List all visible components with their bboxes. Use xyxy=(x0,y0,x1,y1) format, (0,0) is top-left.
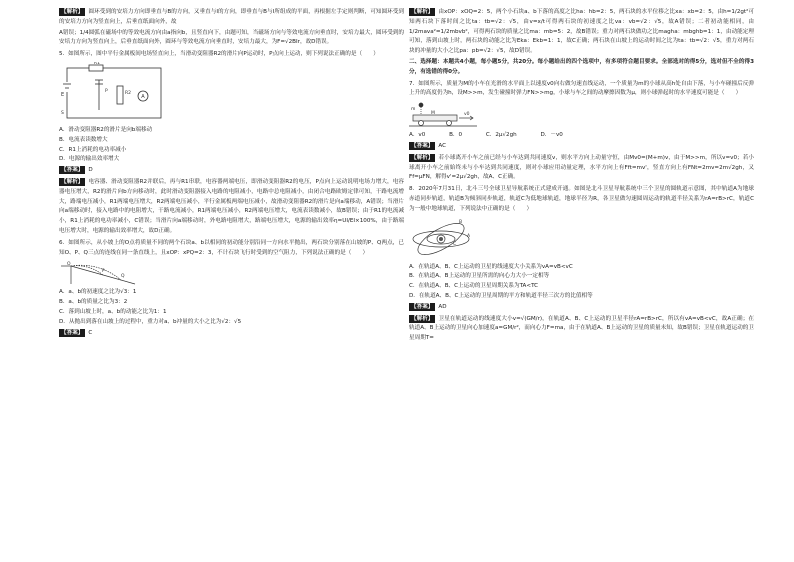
q6-stem: 6．如图所示，从小坡上的O点将质量不同的两个石块a、b以相同的初动能分别沿同一方向水平抛出，两石块分别落在山坡的P、Q两点，已知O、P、Q三点的连线在同一条直线上，且xOP：xPQ=2：3，不计石块飞行时受到的空气阻力，下列说法正确的是（ ） xyxy=(59,239,404,256)
answer-value: D xyxy=(88,167,93,174)
answer-value: C xyxy=(88,329,93,336)
svg-text:m: m xyxy=(411,107,416,113)
svg-text:B: B xyxy=(459,219,463,225)
svg-text:R2: R2 xyxy=(125,90,131,96)
q7-cart-figure xyxy=(409,101,479,129)
answer-tag: 【答案】 xyxy=(411,303,434,310)
q5-option-a: A．滑动变阻器R2的滑片是向b端移动 xyxy=(59,126,153,133)
svg-text:P: P xyxy=(102,269,105,275)
q8-stem: 8．2020年7月31日，北斗三号全球卫星导航系统正式建成开通。如图是北斗卫星导航系统中三个卫星的圆轨道示意图，其中轨道A为地球赤道同步轨道，轨道B为倾斜同步轨道，轨道C为低地球轨道，地球半径为R，各卫星做匀速圆周运动的轨道半径关系为rA=rB>rC，轨道C为一般中地球轨道，下列说法中正确的是（ ） xyxy=(409,186,754,212)
svg-text:O: O xyxy=(67,262,71,268)
q8-option-a: A．在轨道A、B、C上运动的卫星的线速度大小关系为vA=vB<vC xyxy=(409,263,573,270)
answer-tag: 【答案】 xyxy=(61,167,84,174)
jiexi-text: 卫星在轨道运动的线速度大小v=√(GM/r)，在轨道A、B、C上运动的卫星半径rA=rB>rC，所以有vA=vB<vC，故A正确；在轨道A、B上运动的卫星向心加速度a=GM/r²，而向心力F=ma，由于在轨道A、B上运动的卫星的质量未知，故B错误；卫星在轨道运动的卫星周期T= xyxy=(409,315,754,342)
q6-option-b: B．a、b的质量之比为3：2 xyxy=(59,299,128,306)
jiexi-paragraph-1 xyxy=(59,8,404,28)
jiexi-text: 电容器、滑动变阻器R2并联后，再与R1串联，电容器两端电压，即滑动变阻器R2的电压，P点向上运动说明电场力增大，电容器电压增大，R2的滑片向b方向移动时，此时滑动变阻器接入电路的电阻减小，电路中总电阻减小，由闭合电路欧姆定律可知，干路电流增大，路端电压减小，R1两端电压增大，R2两端电压减小，平行金属板两端电压减小，故滑动变阻器R2的滑片是向a端移动，A错误；当滑片向a端移动时，接入电路中的电阻增大，干路电流减小，R1两端电压减小，R2两端电压增大，电流表读数减小，故B错误；由于R1的电流减小，R1上消耗的电功率减小，C错误；当滑片向a端移动时，外电路电阻增大，路端电压增大，电源的输出效率η=UI/EI×100%，由于路端电压增大时，电源的输出效率增大，故D正确。 xyxy=(59,178,404,234)
answer-tag: 【答案】 xyxy=(411,142,434,149)
right-jiexi-1 xyxy=(409,8,754,57)
svg-text:A: A xyxy=(467,233,471,239)
q7-answer xyxy=(409,142,754,152)
q6-options xyxy=(59,288,404,327)
jiexi-text: 圆环受到的安培力方向即垂直与B的方向，又垂直与I的方向，即垂直与B与I所组成的平面，再根据左手定则判断，可知圆环受到的安培力方向为竖直向上，后垂直纸面向外，故 xyxy=(59,9,404,25)
q8-answer xyxy=(409,303,754,313)
right-column xyxy=(409,8,754,345)
q8-options xyxy=(409,263,754,302)
ammeter-label: A xyxy=(141,93,145,100)
q8-option-d: D．在轨道A、B、C上运动的卫星周期的平方和轨道半径三次方的比值相等 xyxy=(409,292,593,299)
svg-text:P: P xyxy=(105,88,108,94)
q7-jiexi xyxy=(409,154,754,183)
q5-stem: 5．如图所示，图中平行金属板间电场竖直向上，当滑动变阻器R2的滑片向P运动时，P点向上运动，则下列说法正确的是（ ） xyxy=(59,51,379,58)
svg-text:S: S xyxy=(61,110,64,116)
q7-option-a: A．v0 xyxy=(409,132,426,139)
svg-text:R1: R1 xyxy=(94,61,100,66)
q5-options xyxy=(59,126,404,165)
q8-option-c: C．在轨道A、B、C上运动的卫星周期关系为TA<TC xyxy=(409,283,539,290)
q5-option-d: D．电源的输出效率增大 xyxy=(59,156,120,163)
q7-option-c: C．2μ√2gh xyxy=(485,132,517,139)
svg-text:C: C xyxy=(453,241,457,247)
answer-tag: 【答案】 xyxy=(61,329,84,336)
q8-jiexi xyxy=(409,315,754,344)
jiexi-text: 若小球离开小车之前已经与小车达到共同速度v，则水平方向上动量守恒，由Mv0=(M+m)v，由于M>>m，所以v=v0；若小球离开小车之前始终未与小车达到共同速度，则对小球应用动量定理，水平方向上有Fft=mv'，竖直方向上有FNt=2mv=2m√2gh，又Ff=μFN，解得v'=2μ√2gh，故A、C正确。 xyxy=(409,154,754,181)
svg-text:v0: v0 xyxy=(464,112,470,118)
jiexi-paragraph-1b: A错误；1/4圆弧在磁场中的等效电流方向由a指向b，且竖直向下，由题可知，当磁场方向与等效电流方向垂直时，安培力最大，圆环受到的安培力方向为竖直向上，后垂直纸面向外，圆环与等效电流方向垂直时，安培力最大，为F=√2BIr，故D错误。 xyxy=(59,29,404,46)
svg-text:M: M xyxy=(431,111,435,117)
jiexi-tag: 【解析】 xyxy=(411,315,434,322)
q8-option-b: B．在轨道A、B上运动的卫星所需的向心力大小一定相等 xyxy=(409,273,550,280)
q5-option-c: C．R1上消耗的电功率减小 xyxy=(59,146,127,153)
q5-answer xyxy=(59,166,404,176)
q7-option-b: B．0 xyxy=(449,132,463,139)
left-column xyxy=(59,8,404,340)
svg-text:Q: Q xyxy=(121,274,125,280)
q5-circuit-figure xyxy=(59,62,169,124)
q8-orbit-figure xyxy=(409,217,473,261)
jiexi-tag: 【解析】 xyxy=(61,9,84,15)
q6-option-d: D．从抛出到落在山坡上的过程中，重力对a、b冲量的大小之比为√2：√5 xyxy=(59,318,242,325)
jiexi-text: 由xOP：xOQ=2：5，两个小石块a、b下落的高度之比ha：hb=2：5，两石块的水平位移之比xa：xb=2：5，由h=1/2gt²可知两石块下落时间之比ta：tb=√2：√5，由v=x/t可得两石块的初速度之比va：vb=√2：√5，故A错误；二者初动能相同，由1/2mava²=1/2mbvb²，可得两石块的质量之比ma：mb=5：2，故B错误；重力对两石块做功之比magha：mbghb=1：1，由动能定理可知，落到山坡上时，两石块的动能之比为Eka：Ekb=1：1，故C正确；两石块在山坡上的运动时间之比为ta：tb=√2：√5，重力对两石块的冲量的大小之比pa：pb=√2：√5，故D错误。 xyxy=(409,9,754,55)
q5-option-b: B．电流表读数增大 xyxy=(59,136,108,143)
q5-jiexi xyxy=(59,178,404,237)
q7-options xyxy=(409,131,754,141)
q6-option-c: C．落到山坡上时，a、b的动能之比为1：1 xyxy=(59,308,167,315)
q6-slope-figure xyxy=(59,260,139,286)
jiexi-tag: 【解析】 xyxy=(411,9,434,15)
q7-option-d: D．－v0 xyxy=(540,132,563,139)
q6-answer xyxy=(59,329,404,339)
answer-value: AD xyxy=(438,303,447,310)
svg-text:E: E xyxy=(61,91,65,98)
section-2-heading: 二、选择题：本题共4小题，每小题5分，共20分。每小题给出的四个选项中，有多项符合题目要求。全部选对的得5分，选对但不全的得3分，有选错的得0分。 xyxy=(409,58,754,75)
jiexi-tag: 【解析】 xyxy=(411,154,434,161)
jiexi-tag: 【解析】 xyxy=(61,178,84,185)
q7-stem: 7．如图所示，质量为M的小车在光滑的水平面上以速度v0向右做匀速直线运动，一个质量为m的小球从高h处自由下落，与小车碰撞后反弹上升的高度仍为h，设M>>m，发生碰撞时弹力FN>>mg，小球与车之间的动摩擦因数为μ，则小球弹起时的水平速度可能是（ ） xyxy=(409,80,754,97)
q6-option-a: A．a、b的初速度之比为√3：1 xyxy=(59,289,137,296)
answer-value: AC xyxy=(438,142,447,149)
